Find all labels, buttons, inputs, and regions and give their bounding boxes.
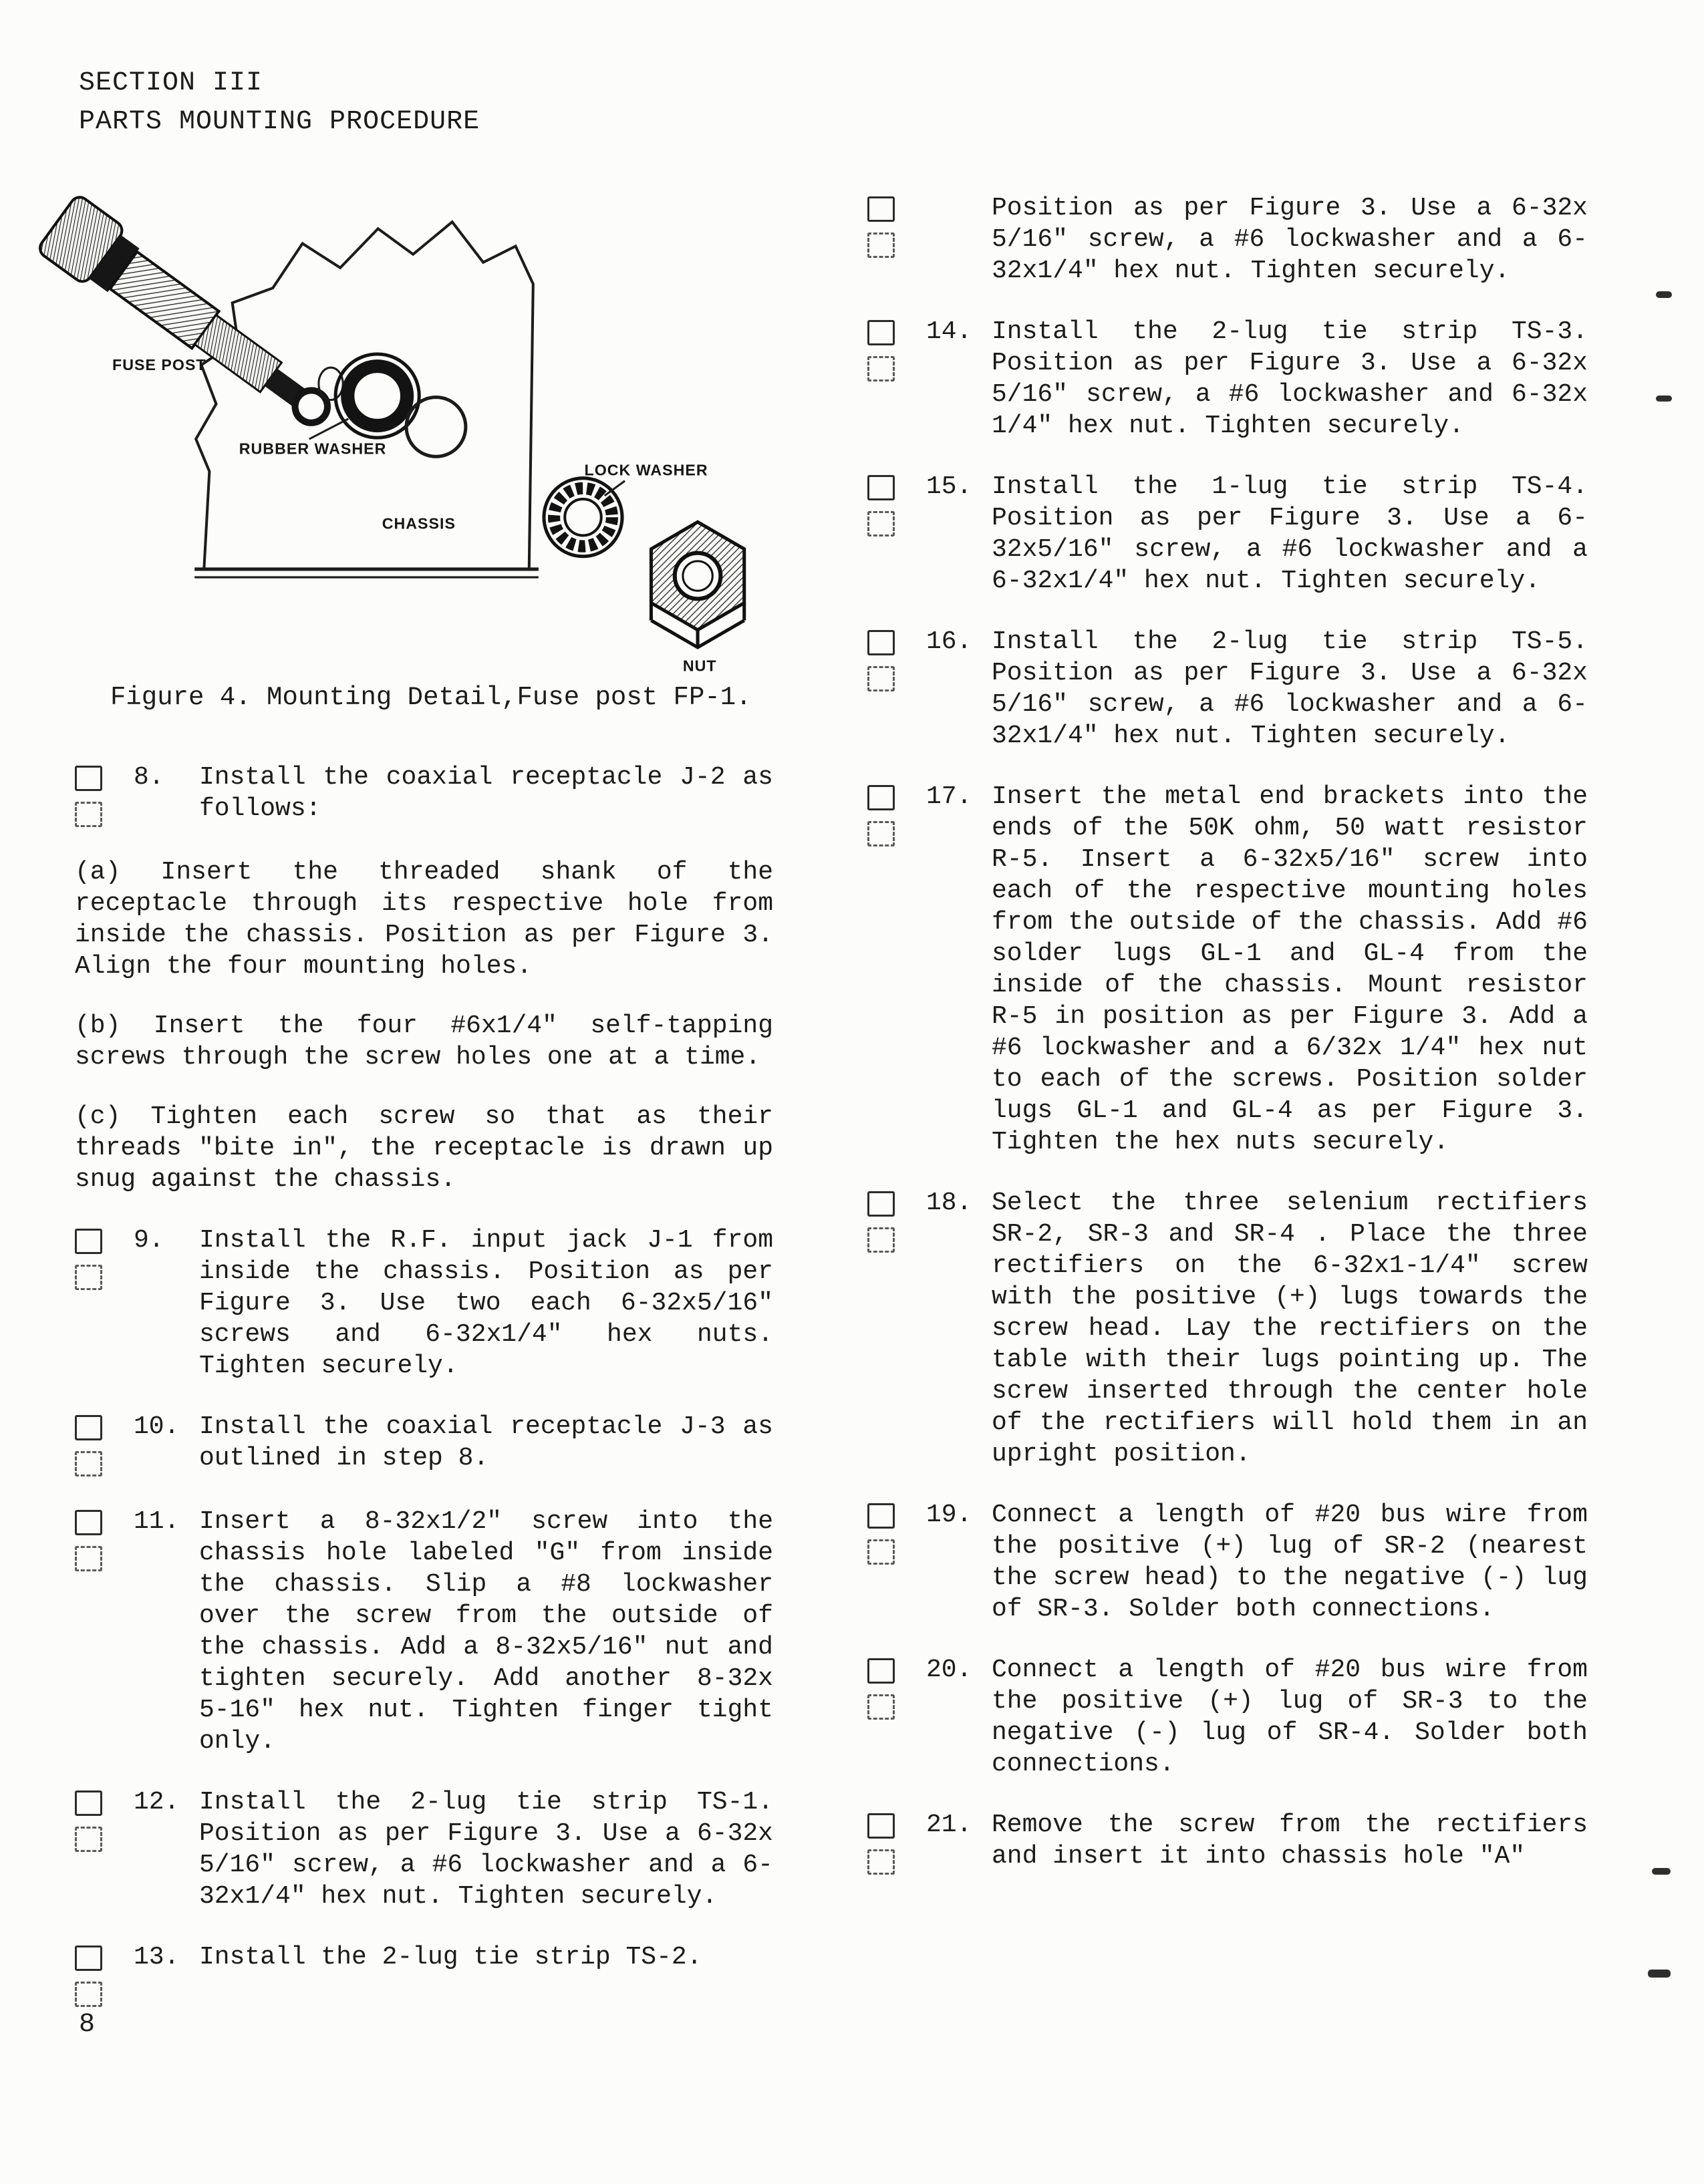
checkbox[interactable] — [75, 1546, 102, 1571]
step-8-para-a: (a) Insert the threaded shank of the receptacle through its respective hole from inside the chassis. Position as per Figure 3. Align the four mounting holes. — [75, 858, 773, 981]
checkbox-group — [867, 626, 926, 691]
checkbox[interactable] — [75, 1265, 102, 1290]
step-text: Install the 1-lug tie strip TS-4. Position as per Figure 3. Use a 6-32x5/16" screw, a #6 lockwasher and a 6-32x1/4" hex nut. Tighten securely. — [992, 472, 1588, 595]
step-text: Connect a length of #20 bus wire from the positive (+) lug of SR-3 to the negative (-) lug of SR-4. Solder both connections. — [992, 1656, 1588, 1778]
checkbox[interactable] — [867, 1849, 895, 1875]
step-text: Insert a 8-32x1/2" screw into the chassis hole labeled "G" from inside the chassis. Slip a #8 lockwasher over the screw from the outside of the chassis. Add a 8-32x5/16" nut and tighten securely. Add another 8-32x 5-16" hex nut. Tighten finger tight only. — [199, 1507, 773, 1756]
step-number: 15. — [926, 472, 972, 501]
step-19 — [867, 1499, 1588, 1625]
step-text: Install the coaxial receptacle J-2 as follows: — [199, 763, 773, 823]
step-8-para-c: (c) Tighten each screw so that as their threads "bite in", the receptacle is drawn up snug against the chassis. — [75, 1102, 773, 1194]
checkbox[interactable] — [867, 232, 895, 258]
checkbox[interactable] — [867, 1813, 895, 1839]
checkbox[interactable] — [867, 356, 895, 381]
scan-artifact — [1652, 1868, 1671, 1875]
step-10 — [75, 1411, 773, 1476]
step-number: 14. — [926, 317, 972, 346]
checkbox[interactable] — [867, 1658, 895, 1684]
step-number: 13. — [134, 1943, 180, 1972]
checkbox[interactable] — [75, 1451, 102, 1476]
section-heading: SECTION III — [79, 68, 263, 98]
figure-label-rubber-washer: RUBBER WASHER — [239, 440, 387, 458]
checkbox[interactable] — [75, 766, 102, 791]
scan-artifact — [1648, 1970, 1671, 1978]
checkbox[interactable] — [867, 666, 895, 691]
checkbox[interactable] — [867, 1227, 895, 1253]
figure-4-illustration — [37, 180, 765, 675]
checkbox[interactable] — [75, 1790, 102, 1816]
checkbox-group — [867, 1187, 926, 1253]
step-20 — [867, 1654, 1588, 1780]
procedure-title: PARTS MOUNTING PROCEDURE — [79, 107, 480, 137]
checkbox[interactable] — [75, 1415, 102, 1440]
checkbox[interactable] — [867, 1503, 895, 1529]
step-text: Position as per Figure 3. Use a 6-32x 5/16" screw, a #6 lockwasher and a 6-32x1/4" hex nut. Tighten securely. — [992, 194, 1588, 285]
step-number: 20. — [926, 1656, 972, 1684]
step-number: 11. — [134, 1507, 180, 1536]
step-13 — [75, 1941, 773, 2007]
step-21 — [867, 1809, 1588, 1875]
step-8 — [75, 762, 773, 827]
checkbox-group — [75, 762, 134, 827]
fuse-post-drawing — [37, 194, 345, 445]
step-text: Install the coaxial receptacle J-3 as outlined in step 8. — [199, 1412, 773, 1472]
checkbox-group — [75, 1786, 134, 1852]
step-number: 19. — [926, 1501, 972, 1529]
step-text: Connect a length of #20 bus wire from the positive (+) lug of SR-2 (nearest the screw head) to the negative (-) lug of SR-3. Solder both connections. — [992, 1501, 1588, 1623]
checkbox-group — [867, 1809, 926, 1875]
step-text: Install the 2-lug tie strip TS-1. Position as per Figure 3. Use a 6-32x 5/16" screw, a #6 lockwasher and a 6-32x1/4" hex nut. Tighten securely. — [199, 1788, 773, 1911]
checkbox-group — [867, 781, 926, 846]
step-text: Install the 2-lug tie strip TS-3. Position as per Figure 3. Use a 6-32x 5/16" screw, a #6 lockwasher and 6-32x 1/4" hex nut. Tighten securely. — [992, 317, 1588, 440]
checkbox-group — [75, 1506, 134, 1571]
checkbox[interactable] — [75, 1510, 102, 1535]
scan-artifact — [1656, 396, 1672, 402]
checkbox-group — [75, 1941, 134, 2007]
checkbox[interactable] — [867, 511, 895, 536]
step-text: Install the R.F. input jack J-1 from inside the chassis. Position as per Figure 3. Use two each 6-32x5/16" screws and 6-32x1/4" hex nuts. Tighten securely. — [199, 1226, 773, 1380]
checkbox[interactable] — [75, 1945, 102, 1971]
figure-label-fuse-post: FUSE POST — [112, 356, 206, 374]
checkbox-group — [867, 471, 926, 536]
step-number: 8. — [134, 763, 164, 792]
chassis-drawing — [194, 222, 539, 577]
step-number: 18. — [926, 1189, 972, 1217]
figure-label-chassis: CHASSIS — [382, 514, 456, 532]
checkbox[interactable] — [867, 320, 895, 345]
step-text: Install the 2-lug tie strip TS-2. — [199, 1943, 702, 1972]
step-18 — [867, 1187, 1588, 1470]
checkbox[interactable] — [75, 802, 102, 827]
checkbox-group — [867, 316, 926, 381]
step-13-continuation — [867, 192, 1588, 287]
step-14 — [867, 316, 1588, 442]
checkbox-group — [867, 1499, 926, 1565]
step-number: 17. — [926, 782, 972, 811]
checkbox[interactable] — [75, 1827, 102, 1852]
step-text: Insert the metal end brackets into the ends of the 50K ohm, 50 watt resistor R-5. Insert a 6-32x5/16" screw into each of the respective mounting holes from the outside of the chassis. Add #6 solder lugs GL-1 and GL-4 from the inside of the chassis. Mount resistor R-5 in position as per Figure 3. Add a #6 lockwasher and a 6/32x 1/4" hex nut to each of the screws. Position solder lugs GL-1 and GL-4 as per Figure 3. Tighten the hex nuts securely. — [992, 782, 1588, 1156]
step-number: 21. — [926, 1811, 972, 1839]
step-8-para-b: (b) Insert the four #6x1/4" self-tapping screws through the screw holes one at a time. — [75, 1011, 773, 1072]
step-text: Remove the screw from the rectifiers and insert it into chassis hole "A" — [992, 1811, 1588, 1871]
checkbox-group — [867, 192, 926, 258]
step-12 — [75, 1786, 773, 1912]
step-17 — [867, 781, 1588, 1158]
page-number: 8 — [79, 2010, 96, 2040]
checkbox[interactable] — [867, 785, 895, 810]
step-9 — [75, 1225, 773, 1382]
step-15 — [867, 471, 1588, 597]
checkbox[interactable] — [75, 1982, 102, 2007]
page-header — [79, 64, 480, 142]
nut-drawing — [651, 522, 744, 647]
checkbox[interactable] — [75, 1229, 102, 1254]
left-column — [75, 762, 773, 2036]
lock-washer-drawing — [544, 478, 625, 557]
checkbox[interactable] — [867, 1539, 895, 1565]
right-column — [867, 192, 1588, 1904]
figure-caption: Figure 4. Mounting Detail,Fuse post FP-1. — [110, 683, 752, 712]
checkbox-group — [75, 1411, 134, 1476]
figure-label-lock-washer: LOCK WASHER — [584, 461, 708, 479]
step-number: 9. — [134, 1226, 164, 1255]
step-number: 16. — [926, 627, 972, 656]
step-text: Install the 2-lug tie strip TS-5. Position as per Figure 3. Use a 6-32x 5/16" screw, a #6 lockwasher and a 6-32x1/4" hex nut. Tighten securely. — [992, 627, 1588, 750]
checkbox-group — [75, 1225, 134, 1290]
checkbox[interactable] — [867, 1191, 895, 1217]
figure-label-nut: NUT — [682, 657, 717, 675]
scan-artifact — [1656, 291, 1672, 298]
step-text: Select the three selenium rectifiers SR-2, SR-3 and SR-4 . Place the three rectifiers on the 6-32x1-1/4" screw with the positive (+) lugs towards the screw head. Lay the rectifiers on the table with their lugs pointing up. The screw inserted through the center hole of the rectifiers will hold them in an upright position. — [992, 1189, 1588, 1468]
checkbox-group — [867, 1654, 926, 1720]
checkbox[interactable] — [867, 475, 895, 500]
checkbox[interactable] — [867, 196, 895, 222]
checkbox[interactable] — [867, 1694, 895, 1720]
step-number: 10. — [134, 1412, 180, 1441]
checkbox[interactable] — [867, 821, 895, 846]
chassis-hole — [319, 367, 343, 400]
figure-4 — [37, 180, 765, 675]
step-16 — [867, 626, 1588, 752]
step-11 — [75, 1506, 773, 1757]
step-number: 12. — [134, 1788, 180, 1817]
checkbox[interactable] — [867, 630, 895, 655]
